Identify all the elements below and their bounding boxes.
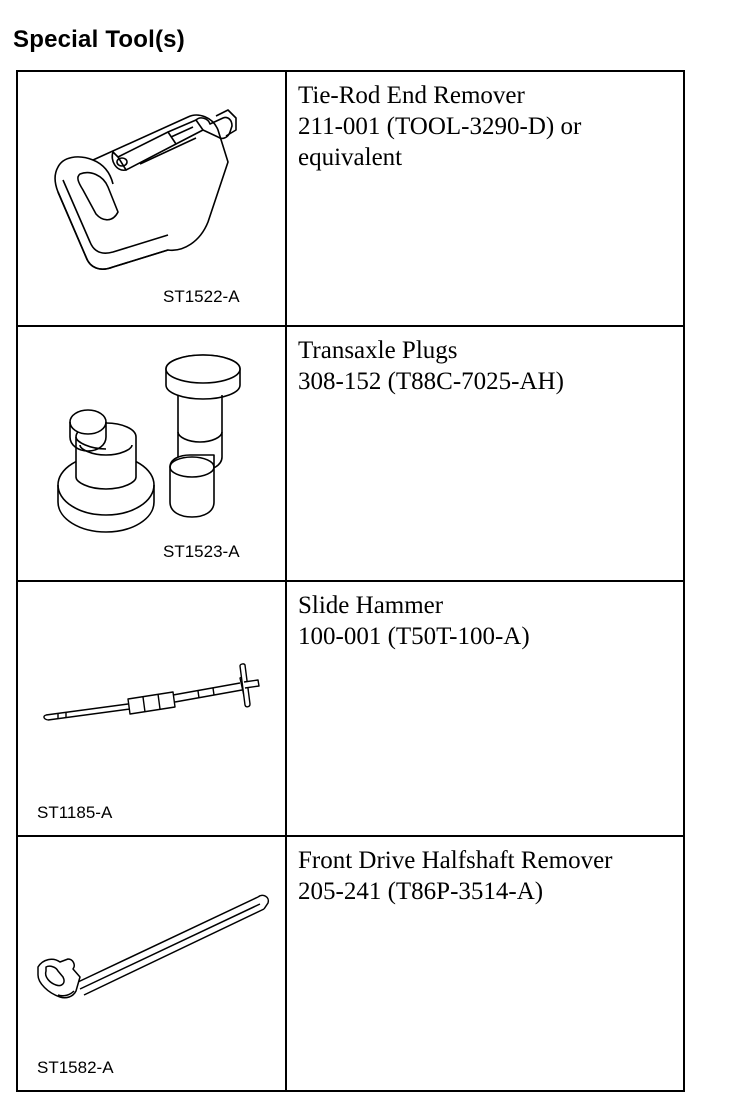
tool-number: 308-152 (T88C-7025-AH) [298,368,564,395]
tool-code: ST1523-A [163,542,240,561]
halfshaft-remover-illustration [18,837,285,1092]
tool-image-cell [17,836,286,1091]
tool-code: ST1582-A [37,1058,114,1077]
tool-description-cell [286,326,684,581]
tool-image-cell [17,71,286,326]
tool-image-cell [17,326,286,581]
tool-number: 100-001 (T50T-100-A) [298,623,530,650]
tool-description-cell [286,71,684,326]
tool-description-cell [286,836,684,1091]
tool-name: Transaxle Plugs [298,337,458,364]
page-title: Special Tool(s) [13,26,185,53]
transaxle-plugs-illustration [18,327,285,582]
tool-image-cell [17,581,286,836]
tool-code: ST1185-A [37,803,113,822]
tool-name: Front Drive Halfshaft Remover [298,847,613,874]
tie-rod-end-remover-illustration [18,72,285,327]
tool-row [17,836,684,1091]
tool-name: Slide Hammer [298,592,444,619]
slide-hammer-illustration [18,582,285,837]
tool-number: 205-241 (T86P-3514-A) [298,878,544,905]
tool-row [17,326,684,581]
special-tools-table [16,70,685,1092]
tool-description-cell [286,581,684,836]
tool-row [17,71,684,326]
tool-name: Tie-Rod End Remover [298,82,525,109]
tool-code: ST1522-A [163,287,240,306]
tool-number: 211-001 (TOOL-3290-D) or equivalent [298,113,582,171]
tool-row [17,581,684,836]
